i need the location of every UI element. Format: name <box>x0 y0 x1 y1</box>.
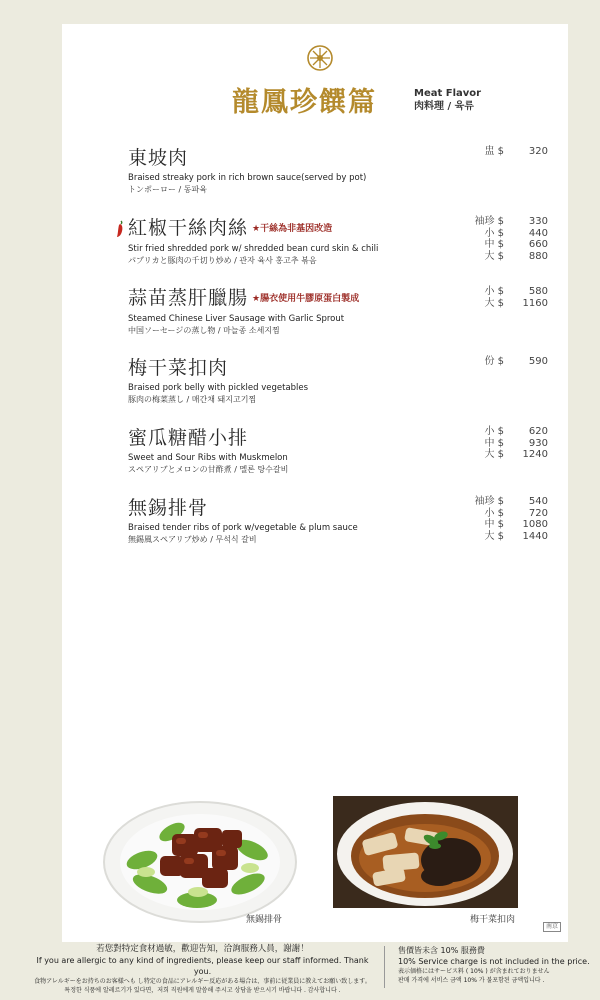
section-title: 龍鳳珍饌篇 <box>232 87 377 118</box>
price-row: 袖珍 $ 540 <box>474 496 548 507</box>
dish-item <box>128 216 548 267</box>
dish-name: 紅椒干絲肉絲 ★干絲為非基因改造 <box>128 217 333 239</box>
price-row: 小 $ 440 <box>484 227 548 239</box>
photo-caption: 無錫排骨 <box>246 915 283 925</box>
price-row: 盅 $ 320 <box>484 146 548 157</box>
service-charge-ko: 판매 가격에 서비스 금액 10% 가 불포함된 금액입니다 . <box>398 977 545 984</box>
dish-item <box>128 146 548 196</box>
dish-name-en: Braised streaky pork in rich brown sauce(served by pot) <box>128 173 367 183</box>
dish-prices <box>464 496 548 542</box>
price-row: 小 $ 720 <box>484 507 548 519</box>
dish-name-ja-ko: パプリカと豚肉の千切り炒め / 관자 육사 홍고추 볶음 <box>128 256 317 265</box>
dish-item <box>128 286 548 337</box>
price-row: 大 $ 1160 <box>484 297 548 309</box>
dish-prices <box>464 286 548 309</box>
service-charge-notice <box>398 946 593 985</box>
allergy-notice <box>30 944 375 995</box>
dish-name-en: Braised pork belly with pickled vegetables <box>128 383 309 393</box>
photo-wuxi-ribs <box>102 792 298 924</box>
service-charge-en: 10% Service charge is not included in the price. <box>398 956 590 966</box>
price-row: 小 $ 580 <box>484 286 548 297</box>
dish-name-ja-ko: 豚肉の梅菜蒸し / 매간채 돼지고기찜 <box>128 395 257 404</box>
dish-name: 無錫排骨 <box>128 497 209 519</box>
dish-prices <box>464 426 548 461</box>
allergy-notice-ko: 특정한 식품에 알레르기가 있다면，저희 직원에게 말씀해 주시고 상담을 받으시기 바랍니다 . 감사합니다 . <box>64 987 341 994</box>
footer-divider <box>384 946 385 988</box>
dish-name: 東坡肉 <box>128 147 189 169</box>
dish-name-ja-ko: 中国ソーセージの蒸し物 / 마늘종 소세지찜 <box>128 326 280 335</box>
service-charge-ja: 表示価格にはサービス料 ( 10% ) が含まれておりません <box>398 968 550 975</box>
service-charge-zh: 售價皆未含 10% 服務費 <box>398 946 485 955</box>
photo-pork-pickled-vegetables <box>333 796 518 908</box>
dish-name-en: Steamed Chinese Liver Sausage with Garlic Sprout <box>128 314 345 324</box>
dish-item <box>128 496 548 546</box>
price-row: 大 $ 880 <box>484 250 548 262</box>
section-title-en: Meat Flavor <box>414 88 482 99</box>
price-row: 袖珍 $ 330 <box>474 216 548 227</box>
section-title-ja-ko: 肉料理 / 육류 <box>414 101 474 112</box>
price-row: 中 $ 660 <box>484 239 548 250</box>
dish-note: ★腸衣使用牛膠原蛋白製成 <box>252 294 360 304</box>
dish-name: 蒜苗蒸肝臘腸 ★腸衣使用牛膠原蛋白製成 <box>128 287 360 309</box>
dish-name-en: Sweet and Sour Ribs with Muskmelon <box>128 453 288 463</box>
price-row: 中 $ 930 <box>484 437 548 449</box>
dish-name: 梅干菜扣肉 <box>128 357 229 379</box>
dragon-phoenix-emblem-icon <box>307 45 333 71</box>
dish-prices <box>464 216 548 262</box>
dish-note: ★干絲為非基因改造 <box>252 224 333 234</box>
allergy-notice-zh: 若您對特定食材過敏，歡迎告知，洽詢服務人員，謝謝！ <box>96 944 309 954</box>
price-row: 大 $ 1240 <box>484 449 548 460</box>
dish-name-en: Stir fried shredded pork w/ shredded bean curd skin & chili <box>128 244 379 254</box>
menu-page <box>62 24 568 942</box>
price-row: 大 $ 1440 <box>484 530 548 542</box>
price-row: 中 $ 1080 <box>484 519 548 530</box>
allergy-notice-ja: 食物アレルギーをお持ちのお客様へも し特定の食品にアレルギー反応がある場合は、事前に従業員に教えてお願い致します。 <box>34 978 371 985</box>
photo-caption: 梅干菜扣肉 <box>470 915 516 925</box>
price-row: 份 $ 590 <box>484 356 548 367</box>
dish-item <box>128 356 548 406</box>
dish-name-ja-ko: 無錫風スペアリブ炒め / 무석식 갈비 <box>128 535 257 544</box>
chili-pepper-icon <box>115 220 125 238</box>
dish-item <box>128 426 548 476</box>
dish-prices <box>464 146 548 158</box>
dish-name-ja-ko: スペアリブとメロンの甘酢煮 / 멜론 탕수갈비 <box>128 465 289 474</box>
dish-prices <box>464 356 548 368</box>
section-subtitle <box>414 87 481 113</box>
price-row: 小 $ 620 <box>484 426 548 437</box>
branch-badge: 南京 <box>543 922 561 932</box>
dish-name: 蜜瓜糖醋小排 <box>128 427 249 449</box>
dish-name-en: Braised tender ribs of pork w/vegetable & plum sauce <box>128 523 358 533</box>
dish-name-ja-ko: トンポーロー / 동파육 <box>128 185 207 194</box>
allergy-notice-en: If you are allergic to any kind of ingredients, please keep our staff informed. Thank you. <box>36 956 369 976</box>
